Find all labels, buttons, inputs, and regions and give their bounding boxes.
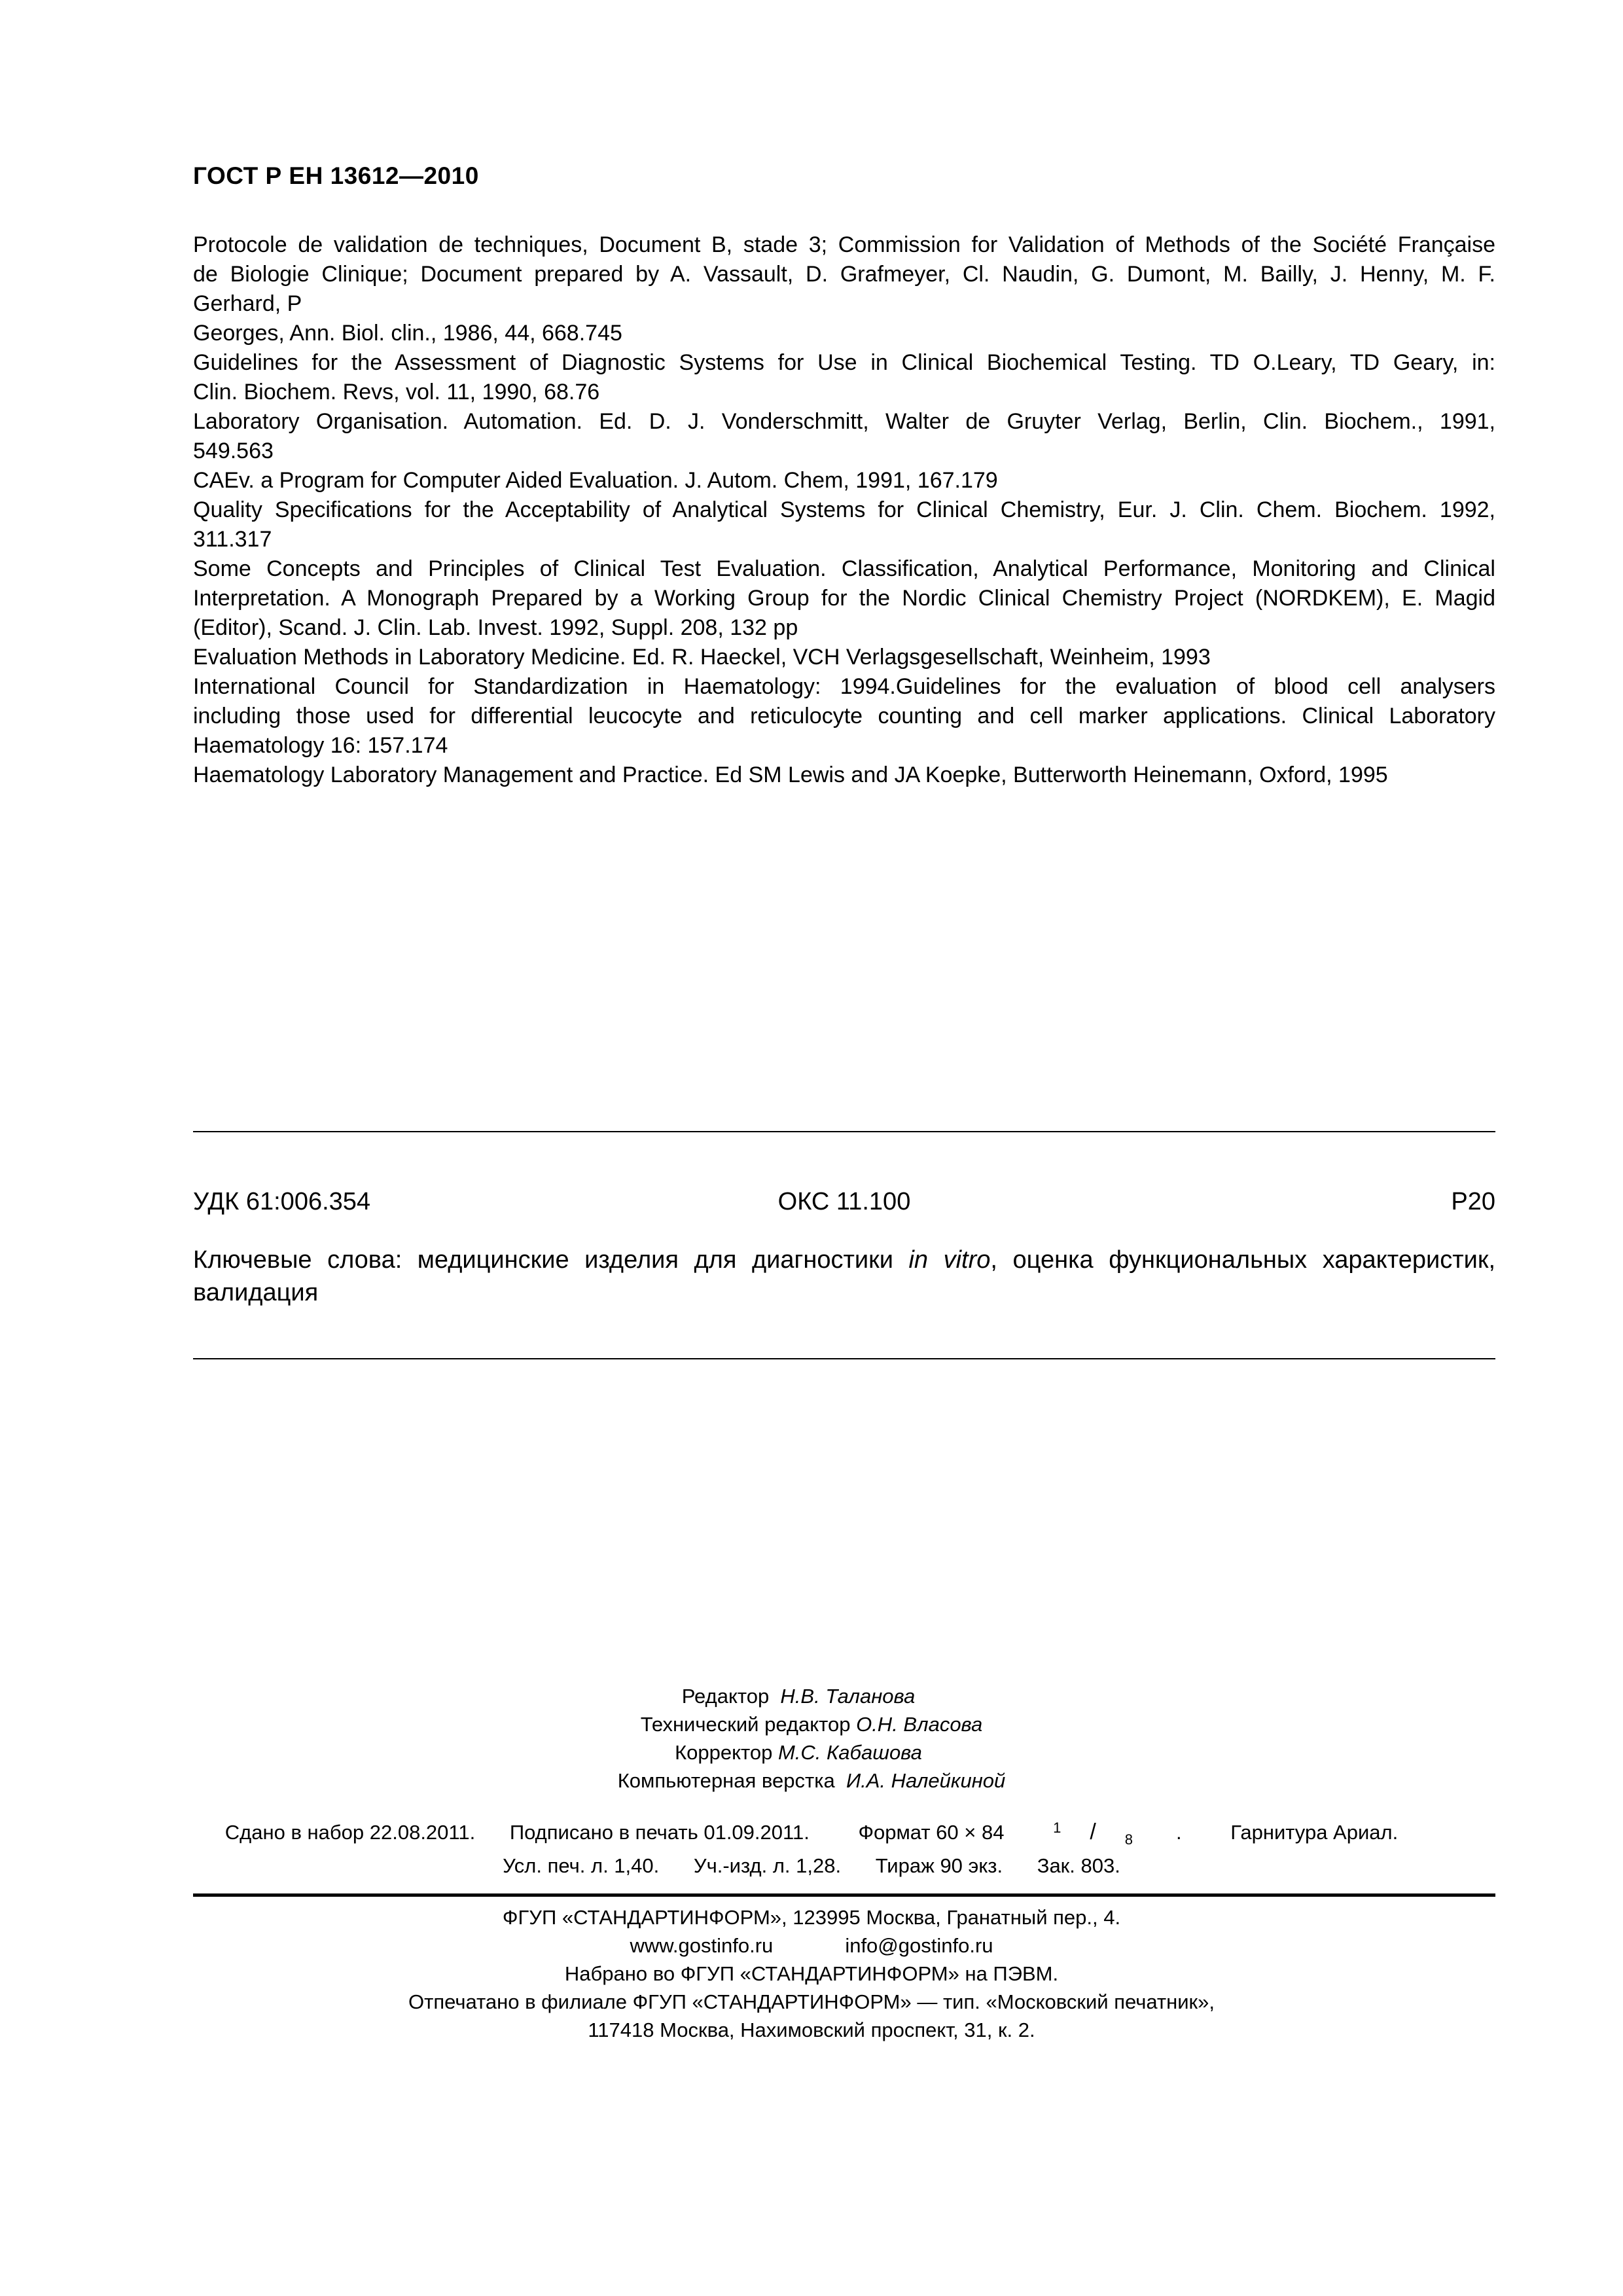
tech-editor-name: О.Н. Власова (856, 1713, 983, 1736)
bibliography-line: Georges, Ann. Biol. clin., 1986, 44, 668.745 (193, 321, 622, 346)
layout-credit (0, 1767, 1623, 1795)
layout-label: Компьютерная верстка (617, 1769, 835, 1792)
bibliography-line: Guidelines for the Assessment of Diagnostic Systems for Use in Clinical Biochemical Testing. TD O.Leary, TD Geary, in: (193, 350, 1495, 375)
imprint-line-1 (0, 1816, 1623, 1850)
bibliography-list (193, 230, 1495, 790)
bibliography-line: 311.317 (193, 527, 272, 552)
bibliography-entry (193, 407, 1495, 466)
bibliography-line: de Biologie Clinique; Document prepared by A. Vassault, D. Grafmeyer, Cl. Naudin, G. Dumont, M. Bailly, J. Henny, M. F. (193, 262, 1495, 287)
printer-address: 117418 Москва, Нахимовский проспект, 31, к. 2. (588, 2018, 1035, 2041)
typeface: Гарнитура Ариал. (1230, 1821, 1399, 1844)
editor-name: Н.В. Таланова (780, 1685, 916, 1708)
bibliography-line: Some Concepts and Principles of Clinical Test Evaluation. Classification, Analytical Performance, Monitoring and Clinical (193, 556, 1495, 581)
keywords-line-1 (193, 1244, 1495, 1276)
divider-top (193, 1131, 1495, 1132)
bibliography-line: including those used for differential leucocyte and reticulocyte counting and cell marker applications. Clinical Laboratory (193, 704, 1495, 728)
divider-middle (193, 1358, 1495, 1359)
bibliography-line: (Editor), Scand. J. Clin. Lab. Invest. 1992, Suppl. 208, 132 pp (193, 615, 798, 640)
bibliography-line: CAEv. a Program for Computer Aided Evaluation. J. Autom. Chem, 1991, 167.179 (193, 468, 998, 493)
format-denominator: 8 (1124, 1831, 1133, 1848)
bibliography-line: International Council for Standardization in Haematology: 1994.Guidelines for the evaluation of blood cell analysers (193, 674, 1495, 699)
editor-credit (0, 1682, 1623, 1710)
imprint-line-2 (0, 1850, 1623, 1882)
publisher-info (0, 1903, 1623, 2044)
tech-editor-label: Технический редактор (640, 1713, 851, 1736)
editor-label: Редактор (681, 1685, 770, 1708)
bibliography-entry (193, 348, 1495, 407)
bibliography-line: Evaluation Methods in Laboratory Medicine. Ed. R. Haeckel, VCH Verlagsgesellschaft, Weinheim, 1993 (193, 645, 1211, 670)
bibliography-line: Clin. Biochem. Revs, vol. 11, 1990, 68.76 (193, 380, 600, 404)
publisher-contacts (0, 1931, 1623, 1960)
bibliography-entry (193, 319, 1495, 348)
bibliography-entry (193, 643, 1495, 672)
group-code: Р20 (1451, 1188, 1495, 1215)
bibliography-entry (193, 230, 1495, 319)
layout-name: И.А. Налейкиной (846, 1769, 1006, 1792)
document-code: ГОСТ Р ЕН 13612—2010 (193, 162, 479, 189)
oks-code: ОКС 11.100 (777, 1188, 911, 1215)
format-prefix: Формат 60 × 84 (858, 1821, 1005, 1844)
publisher-sheets: Уч.-изд. л. 1,28. (693, 1854, 842, 1877)
print-run: Тираж 90 экз. (875, 1854, 1003, 1877)
format-fraction: 1 / 8 (1053, 1820, 1133, 1848)
printed-sheets: Усл. печ. л. 1,40. (503, 1854, 660, 1877)
publisher-website[interactable]: www.gostinfo.ru (630, 1934, 774, 1957)
divider-imprint (193, 1893, 1495, 1897)
bibliography-line: Gerhard, P (193, 291, 302, 316)
bibliography-line: Laboratory Organisation. Automation. Ed. D. J. Vonderschmitt, Walter de Gruyter Verlag, Berlin, Clin. Biochem., 1991, (193, 409, 1495, 434)
keywords (193, 1244, 1495, 1309)
bibliography-line: 549.563 (193, 439, 274, 463)
bibliography-line: Haematology 16: 157.174 (193, 733, 448, 758)
classification-row (193, 1188, 1495, 1221)
keywords-suffix: , оценка функциональных характеристик, (990, 1246, 1496, 1274)
paper-format (844, 1820, 1196, 1848)
bibliography-line: Protocole de validation de techniques, Document B, stade 3; Commission for Validation of Methods of the Société Française (193, 232, 1495, 257)
bibliography-entry (193, 495, 1495, 554)
bibliography-entry (193, 761, 1495, 790)
bibliography-entry (193, 554, 1495, 643)
udk-code: УДК 61:006.354 (193, 1188, 371, 1215)
bibliography-line: Haematology Laboratory Management and Practice. Ed SM Lewis and JA Koepke, Butterworth Heinemann, Oxford, 1995 (193, 762, 1388, 787)
proofreader-label: Корректор (675, 1741, 773, 1764)
keywords-in-vitro: in vitro (908, 1246, 991, 1274)
bibliography-entry (193, 466, 1495, 495)
proofreader-name: М.С. Кабашова (777, 1741, 922, 1764)
signed-date: Подписано в печать 01.09.2011. (509, 1821, 810, 1844)
bibliography-entry (193, 672, 1495, 761)
printed-note: Отпечатано в филиале ФГУП «СТАНДАРТИНФОРМ» — тип. «Московский печатник», (408, 1990, 1215, 2013)
bibliography-line: Interpretation. A Monograph Prepared by a Working Group for the Nordic Clinical Chemistry Project (NORDKEM), E. Magid (193, 586, 1495, 611)
format-numerator: 1 (1053, 1820, 1061, 1836)
submitted-date: Сдано в набор 22.08.2011. (224, 1821, 476, 1844)
bibliography-line: Quality Specifications for the Acceptability of Analytical Systems for Clinical Chemistry, Eur. J. Clin. Chem. Biochem. 1992, (193, 497, 1495, 522)
typeset-note: Набрано во ФГУП «СТАНДАРТИНФОРМ» на ПЭВМ. (564, 1962, 1059, 1985)
proofreader-credit (0, 1738, 1623, 1767)
tech-editor-credit (0, 1710, 1623, 1738)
publisher-address: ФГУП «СТАНДАРТИНФОРМ», 123995 Москва, Гранатный пер., 4. (502, 1906, 1121, 1929)
staff-credits (0, 1682, 1623, 1795)
keywords-prefix: Ключевые слова: медицинские изделия для диагностики (193, 1246, 909, 1274)
format-suffix: . (1176, 1821, 1182, 1844)
order-number: Зак. 803. (1037, 1854, 1120, 1877)
keywords-line-2: валидация (193, 1279, 319, 1306)
publisher-email[interactable]: info@gostinfo.ru (845, 1934, 993, 1957)
imprint-info (0, 1816, 1623, 1882)
